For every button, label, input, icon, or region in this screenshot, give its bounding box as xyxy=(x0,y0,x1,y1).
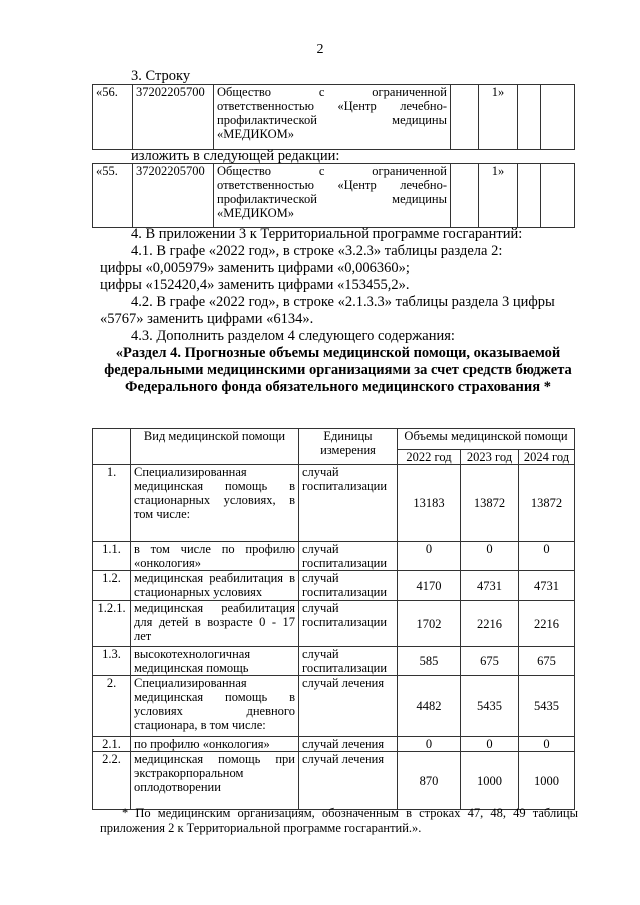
header-type: Вид медицинской помощи xyxy=(131,429,299,465)
org-name: Общество с ограниченной ответственностью «Центр лечебно- профилактической медицины «МЕДИКОМ» xyxy=(214,85,451,150)
header-year: 2024 год xyxy=(519,450,575,465)
row-type: по профилю «онкология» xyxy=(131,737,299,752)
row-number: 1.3. xyxy=(93,647,131,676)
paragraph: цифры «152420,4» заменить цифрами «153455,2». xyxy=(100,277,410,293)
row-number: «56. xyxy=(93,85,133,150)
header-year: 2022 год xyxy=(398,450,461,465)
row-value: 1702 xyxy=(398,601,461,647)
row-number: 1.1. xyxy=(93,542,131,571)
row-unit: случай лечения xyxy=(299,737,398,752)
row-type: Специализированная медицинская помощь в условиях дневного стационара, в том числе: xyxy=(131,676,299,737)
row-value: 13183 xyxy=(398,465,461,542)
paragraph: цифры «0,005979» заменить цифрами «0,006360»; xyxy=(100,260,410,276)
row-unit: случай госпитализации xyxy=(299,542,398,571)
row-value: 675 xyxy=(519,647,575,676)
row-value: 5435 xyxy=(461,676,519,737)
org-name: Общество с ограниченной ответственностью «Центр лечебно- профилактической медицины «МЕДИКОМ» xyxy=(214,164,451,228)
row-unit: случай лечения xyxy=(299,676,398,737)
row-value: 4482 xyxy=(398,676,461,737)
row-unit: случай госпитализации xyxy=(299,465,398,542)
row-value: 0 xyxy=(519,737,575,752)
row-value: 0 xyxy=(461,542,519,571)
row-value: 1» xyxy=(479,164,518,228)
table-row xyxy=(93,542,575,571)
row-number: «55. xyxy=(93,164,133,228)
row-value: 0 xyxy=(519,542,575,571)
paragraph: «5767» заменить цифрами «6134». xyxy=(100,311,314,327)
row-value: 13872 xyxy=(461,465,519,542)
row-value: 1» xyxy=(479,85,518,150)
row-type: в том числе по профилю «онкология» xyxy=(131,542,299,571)
table-row xyxy=(93,465,575,542)
row-type: медицинская реабилитация в стационарных условиях xyxy=(131,571,299,601)
row-value: 0 xyxy=(398,542,461,571)
row-value: 4170 xyxy=(398,571,461,601)
row-type: медицинская помощь при экстракорпоральном оплодотворении xyxy=(131,752,299,810)
row-value: 1000 xyxy=(519,752,575,810)
row-value: 5435 xyxy=(519,676,575,737)
header-unit: Единицы измерения xyxy=(299,429,398,465)
page-number: 2 xyxy=(316,42,324,57)
table-row xyxy=(93,647,575,676)
table-row xyxy=(93,676,575,737)
row-value: 4731 xyxy=(519,571,575,601)
row-value: 585 xyxy=(398,647,461,676)
row-number: 1.2. xyxy=(93,571,131,601)
transition-text: изложить в следующей редакции: xyxy=(131,148,340,164)
row-unit: случай госпитализации xyxy=(299,601,398,647)
row-unit: случай госпитализации xyxy=(299,647,398,676)
row-value: 2216 xyxy=(461,601,519,647)
paragraph: 4.2. В графе «2022 год», в строке «2.1.3.3» таблицы раздела 3 цифры xyxy=(131,294,555,310)
table-row xyxy=(93,571,575,601)
header-volumes: Объемы медицинской помощи xyxy=(398,429,575,450)
row-type: медицинская реабилитация для детей в возрасте 0 - 17 лет xyxy=(131,601,299,647)
paragraph: 4. В приложении 3 к Территориальной программе госгарантий: xyxy=(131,226,523,242)
row-value: 4731 xyxy=(461,571,519,601)
row-value: 870 xyxy=(398,752,461,810)
header-year: 2023 год xyxy=(461,450,519,465)
row-number: 2.1. xyxy=(93,737,131,752)
table-row xyxy=(93,752,575,810)
volumes-table xyxy=(92,428,575,810)
row-number: 2.2. xyxy=(93,752,131,810)
table-row xyxy=(93,601,575,647)
footnote: * По медицинским организациям, обозначенным в строках 47, 48, 49 таблицы приложения 2 к Территориальной программе госгарантий.». xyxy=(100,806,578,835)
row-number: 1.2.1. xyxy=(93,601,131,647)
row-number: 1. xyxy=(93,465,131,542)
paragraph: 4.3. Дополнить разделом 4 следующего содержания: xyxy=(131,328,455,344)
row-value: 13872 xyxy=(519,465,575,542)
row-value: 2216 xyxy=(519,601,575,647)
row-code: 37202205700 xyxy=(133,85,214,150)
row-unit: случай госпитализации xyxy=(299,571,398,601)
row-value: 0 xyxy=(461,737,519,752)
table-row xyxy=(93,737,575,752)
row-type: высокотехнологичная медицинская помощь xyxy=(131,647,299,676)
row-number: 2. xyxy=(93,676,131,737)
row-type: Специализированная медицинская помощь в стационарных условиях, в том числе: xyxy=(131,465,299,542)
old-row-table xyxy=(92,84,575,150)
row-value: 0 xyxy=(398,737,461,752)
row-value: 675 xyxy=(461,647,519,676)
row-code: 37202205700 xyxy=(133,164,214,228)
item3-heading: 3. Строку xyxy=(131,68,191,84)
section-title: «Раздел 4. Прогнозные объемы медицинской помощи, оказываемой федеральными медицинскими организациями за счет средств бюджета Федерального фонда обязательного медицинского страхования * xyxy=(104,345,572,395)
row-unit: случай лечения xyxy=(299,752,398,810)
paragraph: 4.1. В графе «2022 год», в строке «3.2.3» таблицы раздела 2: xyxy=(131,243,503,259)
new-row-table xyxy=(92,163,575,228)
row-value: 1000 xyxy=(461,752,519,810)
